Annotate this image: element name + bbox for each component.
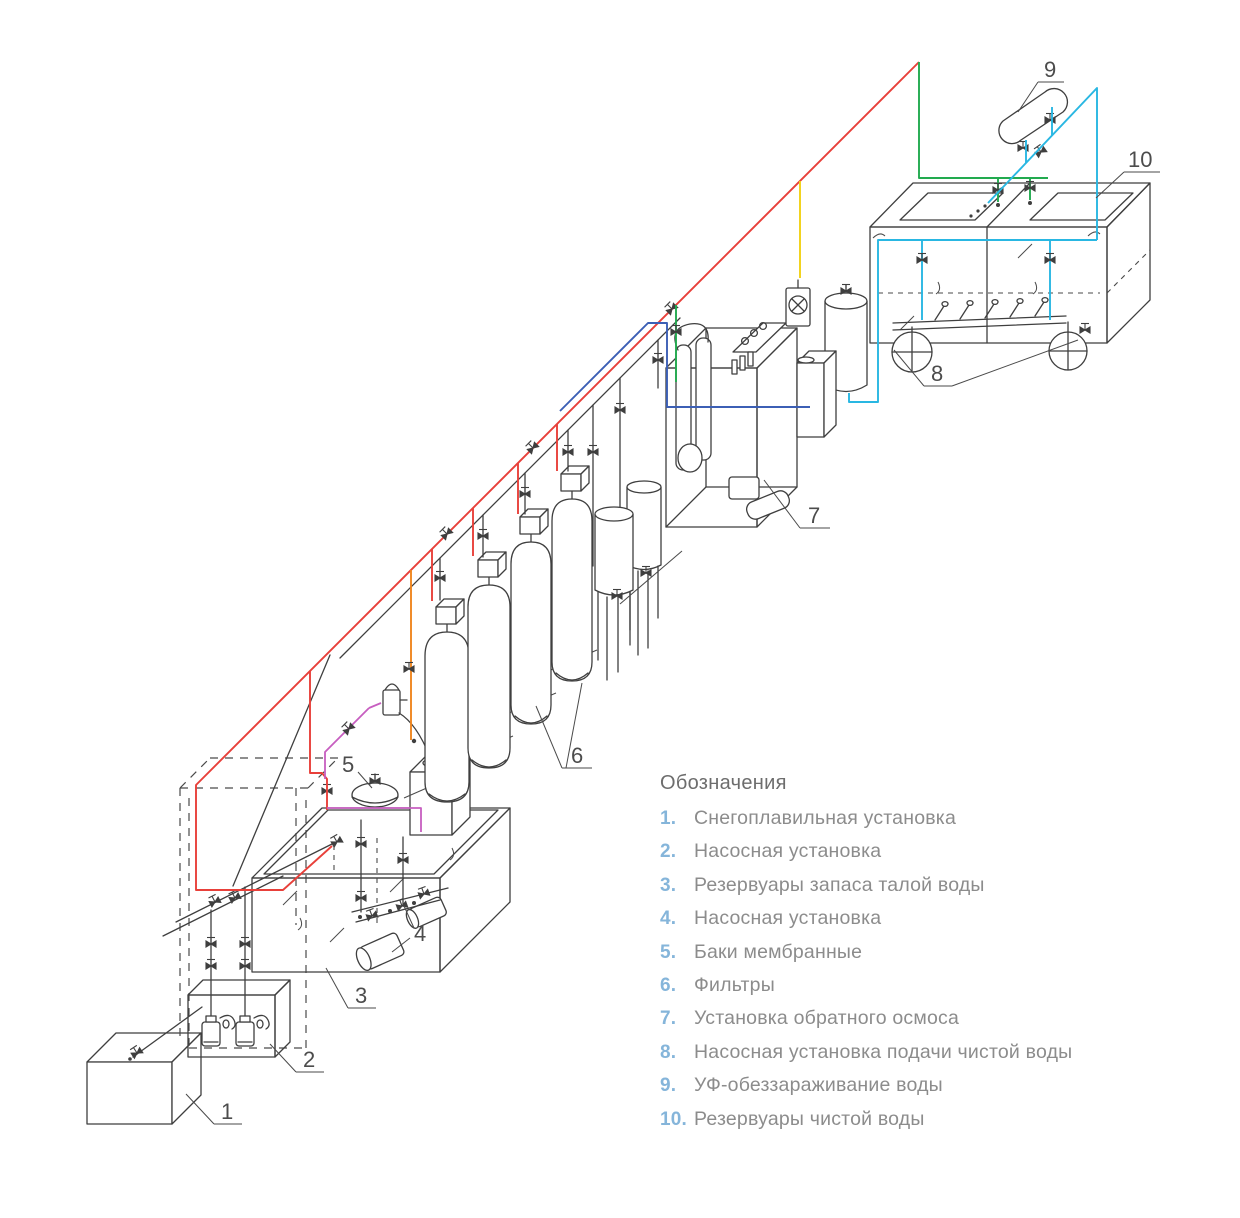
control-cabinet: [797, 351, 836, 437]
uv-disinfection-unit: [999, 89, 1068, 158]
legend-label: Резервуары чистой воды: [694, 1107, 925, 1130]
reverse-osmosis-unit: [666, 280, 810, 527]
legend-item-3: [660, 874, 1220, 907]
legend-title: Обозначения: [660, 772, 787, 794]
submersible-pump: [202, 1015, 235, 1046]
legend-label: Резервуары запаса талой воды: [694, 873, 985, 896]
legend-label: Фильтры: [694, 973, 775, 996]
label-7-number: 7: [808, 503, 821, 528]
submersible-pump: [236, 1015, 269, 1046]
legend-number: 7.: [660, 1008, 677, 1030]
dashed-chamber-outline: [180, 758, 338, 1055]
legend-item-2: [660, 840, 1220, 873]
membrane-tank: [352, 774, 398, 807]
label-2-number: 2: [303, 1047, 316, 1072]
legend-number: 6.: [660, 974, 677, 996]
legend-number: 1.: [660, 808, 677, 829]
legend-item-1: [660, 807, 1220, 840]
legend-label: Насосная установка подачи чистой воды: [694, 1040, 1073, 1063]
dosing-pump: [383, 684, 430, 757]
pipe-red-supply: [196, 62, 919, 890]
legend-item-9: [660, 1074, 1220, 1107]
legend-item-7: [660, 1007, 1220, 1040]
label-8-number: 8: [931, 361, 944, 386]
label-4-number: 4: [414, 921, 427, 946]
snow-melting-unit: [87, 1007, 202, 1124]
filters: [404, 466, 597, 802]
pipe-magenta-chemical: [325, 703, 421, 832]
legend-number: 4.: [660, 908, 677, 930]
label-5-number: 5: [342, 752, 355, 777]
label-10-number: 10: [1128, 147, 1153, 172]
legend-number: 10.: [660, 1108, 688, 1130]
legend: [660, 772, 1220, 1141]
label-3-number: 3: [355, 983, 368, 1008]
label-3: [326, 968, 376, 1008]
legend-item-4: [660, 907, 1220, 940]
legend-number: 8.: [660, 1041, 677, 1063]
legend-label: УФ-обеззараживание воды: [694, 1074, 943, 1097]
pump-station-melt: [163, 834, 343, 1057]
legend-label: Насосная установка: [694, 907, 882, 930]
legend-label: Насосная установка: [694, 840, 882, 863]
label-1-number: 1: [221, 1099, 234, 1124]
legend-item-5: [660, 941, 1220, 974]
legend-label: Баки мембранные: [694, 940, 863, 963]
chemical-dosing-device: [786, 280, 810, 326]
clean-water-reservoir: [870, 183, 1150, 343]
legend-number: 9.: [660, 1075, 677, 1097]
legend-label: Снегоплавильная установка: [694, 807, 957, 829]
cartridge-tanks-on-legs: [595, 481, 682, 680]
legend-number: 2.: [660, 841, 677, 863]
legend-item-8: [660, 1041, 1220, 1074]
label-6-number: 6: [571, 743, 584, 768]
legend-item-10: [660, 1108, 1220, 1141]
legend-label: Установка обратного осмоса: [694, 1007, 959, 1030]
legend-number: 5.: [660, 941, 677, 963]
legend-item-6: [660, 974, 1220, 1007]
legend-number: 3.: [660, 874, 677, 896]
label-5: [342, 752, 372, 788]
label-9-number: 9: [1044, 57, 1057, 82]
